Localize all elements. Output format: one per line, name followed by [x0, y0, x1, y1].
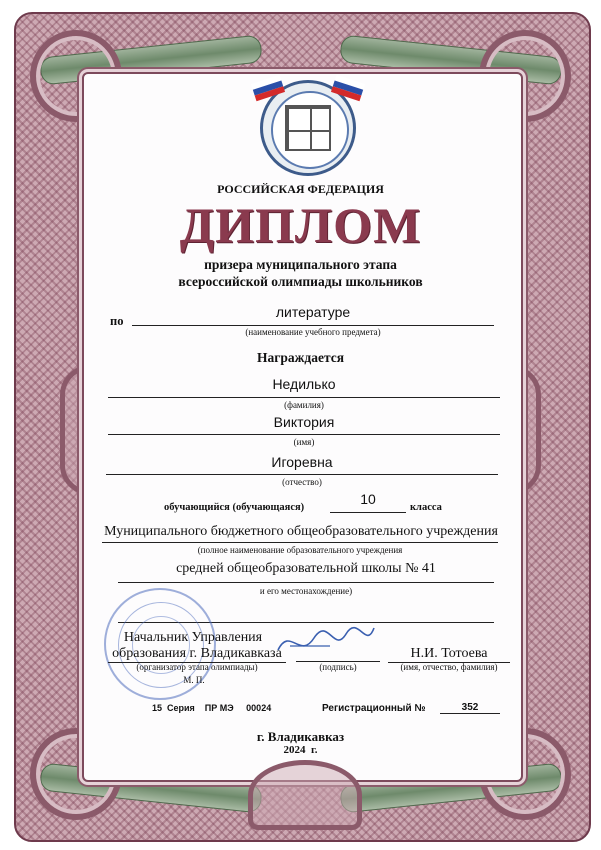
patronymic-caption: (отчество) — [282, 477, 322, 487]
series-text: 15 Серия ПР МЭ 00024 — [152, 703, 272, 713]
signature-icon — [270, 620, 380, 666]
country-label: РОССИЙСКАЯ ФЕДЕРАЦИЯ — [217, 182, 384, 196]
school-name-line-1: Муниципального бюджетного общеобразовательного учреждения — [104, 524, 498, 539]
patronymic-value: Игоревна — [271, 454, 333, 470]
city-label: г. Владикавказ — [256, 729, 345, 744]
school-line-2 — [118, 582, 494, 583]
patronymic-line — [106, 474, 498, 475]
school-name-line-2: средней общеобразовательной школы № 41 — [176, 561, 436, 576]
year-label: 2024 г. — [283, 744, 318, 756]
subject-caption: (наименование учебного предмета) — [245, 327, 381, 337]
stamp-place-label: М. П. — [183, 675, 205, 685]
subtitle-line-1: призера муниципального этапа — [204, 257, 397, 272]
surname-line — [108, 397, 500, 398]
signatory-name: Н.И. Тотоева — [388, 646, 510, 663]
grade-prefix: обучающийся (обучающаяся) — [164, 502, 305, 513]
grade-line — [330, 512, 406, 513]
name-value: Виктория — [273, 414, 335, 430]
signatory-position-2: образования г. Владикавказа — [108, 646, 286, 663]
subtitle-line-2: всероссийской олимпиады школьников — [178, 274, 423, 289]
olympiad-emblem-icon — [260, 80, 356, 176]
name-line — [108, 434, 500, 435]
surname-value: Недилько — [272, 376, 336, 392]
subject-prefix: по — [110, 314, 124, 328]
registration-number: 352 — [440, 702, 500, 714]
grade-suffix: класса — [410, 502, 442, 513]
position-caption: (организатор этапа олимпиады) — [136, 662, 258, 672]
diploma-title: ДИПЛОМ — [179, 197, 422, 253]
surname-caption: (фамилия) — [284, 400, 324, 410]
awarded-label: Награждается — [256, 350, 345, 365]
school-caption-2: и его местонахождение) — [259, 586, 353, 596]
signature-caption: (подпись) — [319, 662, 357, 672]
school-caption-1: (полное наименование образовательного учреждения — [197, 545, 403, 555]
subject-line — [132, 325, 494, 326]
subject-value: литературе — [275, 304, 351, 320]
grade-value: 10 — [360, 491, 376, 507]
name-caption: (имя) — [293, 437, 315, 447]
school-line-1 — [102, 542, 498, 543]
signatory-position-1: Начальник Управления — [123, 630, 263, 645]
signatory-name-caption: (имя, отчество, фамилия) — [400, 662, 498, 672]
bottom-ornament — [248, 760, 362, 830]
registration-label: Регистрационный № — [322, 703, 426, 714]
